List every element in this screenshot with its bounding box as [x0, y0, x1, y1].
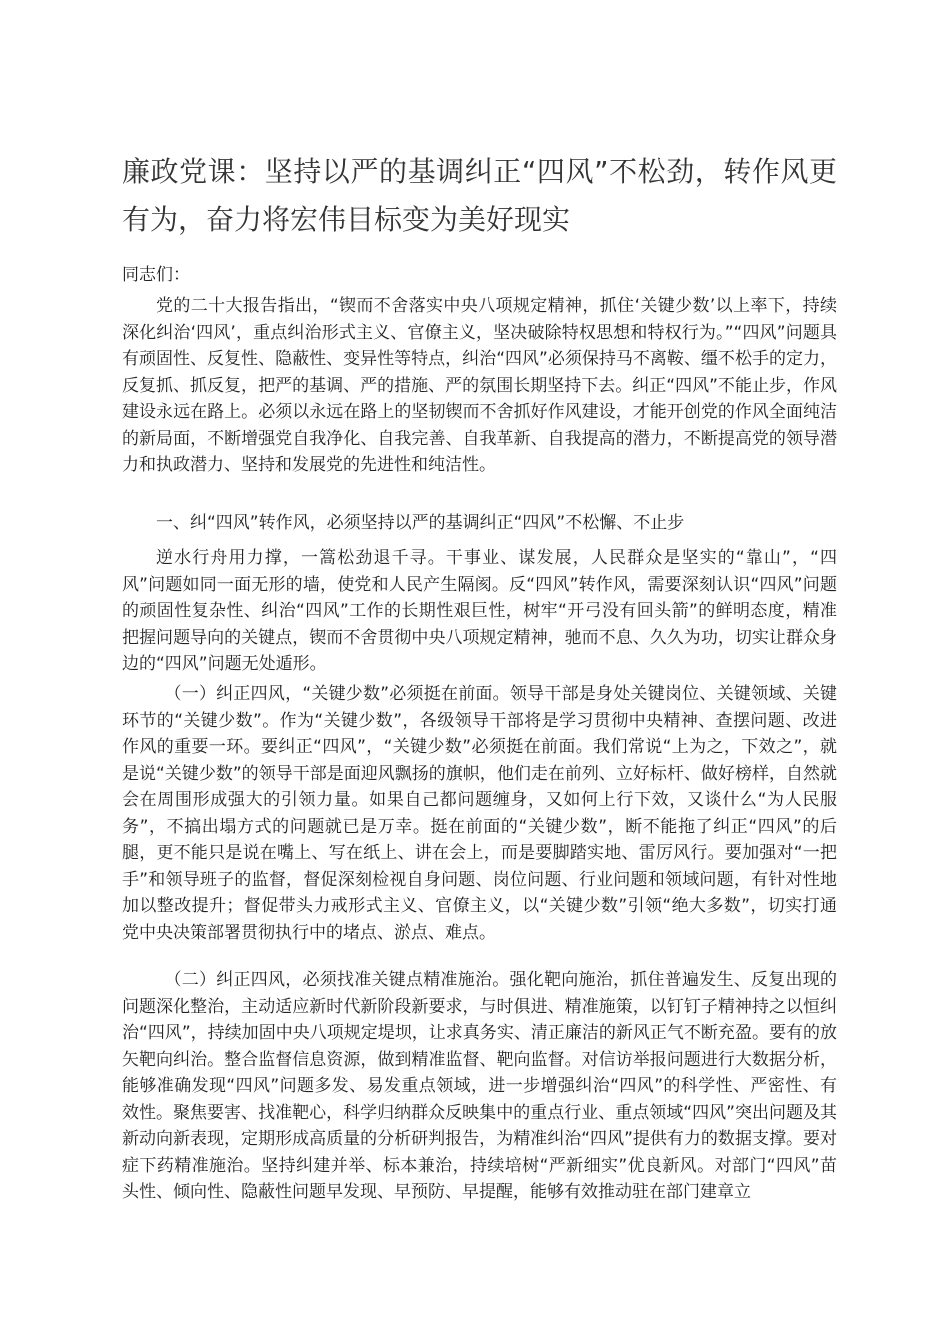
paragraph-intro: 党的二十大报告指出，“锲而不舍落实中央八项规定精神，抓住‘关键少数’以上率下，持续深化纠治‘四风’，重点纠治形式主义、官僚主义，坚决破除特权思想和特权行为。”“四风”问题具有顽固性、反复性、隐蔽性、变异性等特点，纠治“四风”必须保持马不离鞍、缰不松手的定力，反复抓、抓反复，把严的基调、严的措施、严的氛围长期坚持下去。纠正“四风”不能止步，作风建设永远在路上。必须以永远在路上的坚韧锲而不舍抓好作风建设，才能开创党的作风全面纯洁的新局面，不断增强党自我净化、自我完善、自我革新、自我提高的潜力，不断提高党的领导潜力和执政潜力、坚持和发展党的先进性和纯洁性。 [122, 296, 837, 475]
document-title: 廉政党课：坚持以严的基调纠正“四风”不松劲，转作风更有为，奋力将宏伟目标变为美好现实 [122, 155, 837, 236]
paragraph-subsection-1: （一）纠正四风，“关键少数”必须挺在前面。领导干部是身处关键岗位、关键领域、关键环节的“关键少数”。作为“关键少数”，各级领导干部将是学习贯彻中央精神、查摆问题、改进作风的重要一环。要纠正“四风”，“关键少数”必须挺在前面。我们常说“上为之，下效之”，就是说“关键少数”的领导干部是面迎风飘扬的旗帜，他们走在前列、立好标杆、做好榜样，自然就会在周围形成强大的引领力量。如果自己都问题缠身，又如何上行下效，又谈什么“为人民服务”，不搞出塌方式的问题就已是万幸。挺在前面的“关键少数”，断不能拖了纠正“四风”的后腿，更不能只是说在嘴上、写在纸上、讲在会上，而是要脚踏实地、雷厉风行。要加强对“一把手”和领导班子的监督，督促深刻检视自身问题、岗位问题、行业问题和领域问题，有针对性地加以整改提升；督促带头力戒形式主义、官僚主义，以“关键少数”引领“绝大多数”，切实打通党中央决策部署贯彻执行中的堵点、淤点、难点。 [122, 684, 837, 943]
salutation: 同志们： [122, 265, 190, 285]
paragraph-subsection-2: （二）纠正四风，必须找准关键点精准施治。强化靶向施治，抓住普遍发生、反复出现的问题深化整治，主动适应新时代新阶段新要求，与时俱进、精准施策，以钉钉子精神持之以恒纠治“四风”，持续加固中央八项规定堤坝，让求真务实、清正廉洁的新风正气不断充盈。要有的放矢靶向纠治。整合监督信息资源，做到精准监督、靶向监督。对信访举报问题进行大数据分析，能够准确发现“四风”问题多发、易发重点领域，进一步增强纠治“四风”的科学性、严密性、有效性。聚焦要害、找准靶心，科学归纳群众反映集中的重点行业、重点领域“四风”突出问题及其新动向新表现，定期形成高质量的分析研判报告，为精准纠治“四风”提供有力的数据支撑。要对症下药精准施治。坚持纠建并举、标本兼治，持续培树“严新细实”优良新风。对部门“四风”苗头性、倾向性、隐蔽性问题早发现、早预防、早提醒，能够有效推动驻在部门建章立 [122, 970, 837, 1202]
section-heading-1: 一、纠“四风”转作风，必须坚持以严的基调纠正“四风”不松懈、不止步 [156, 513, 685, 533]
paragraph-section-1: 逆水行舟用力撑，一篙松劲退千寻。干事业、谋发展，人民群众是坚实的“靠山”，“四风”问题如同一面无形的墙，使党和人民产生隔阂。反“四风”转作风，需要深刻认识“四风”问题的顽固性复杂性、纠治“四风”工作的长期性艰巨性，树牢“开弓没有回头箭”的鲜明态度，精准把握问题导向的关键点，锲而不舍贯彻中央八项规定精神，驰而不息、久久为功，切实让群众身边的“四风”问题无处遁形。 [122, 548, 837, 674]
